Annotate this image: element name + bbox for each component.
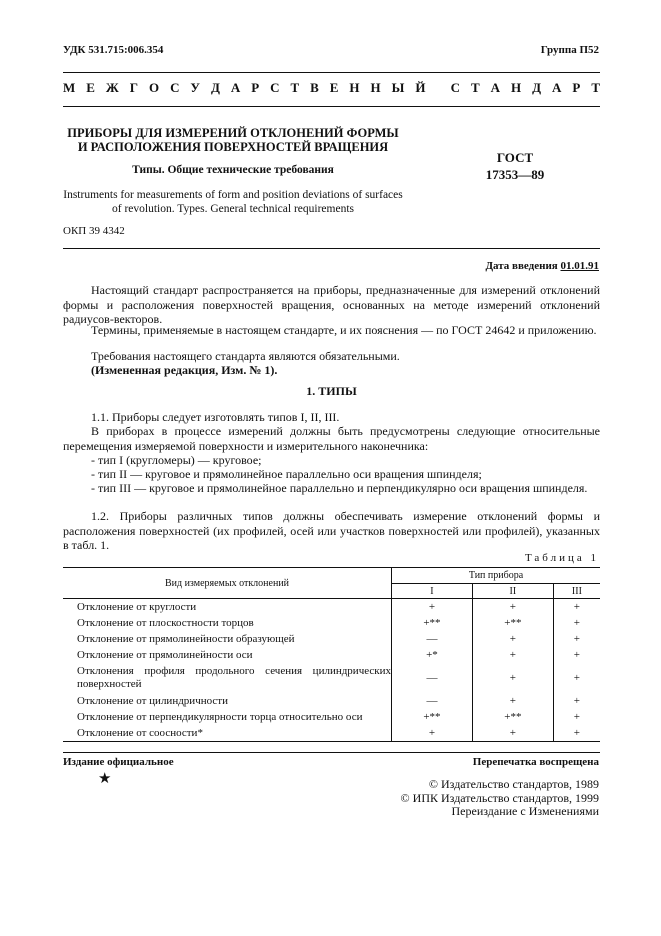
intro-paragraph-2: Термины, применяемые в настоящем стандарте, и их пояснения — по ГОСТ 24642 и приложению. bbox=[91, 323, 597, 337]
footer-rule bbox=[63, 752, 600, 753]
banner-letter: А bbox=[230, 80, 241, 95]
english-title-line-2: of revolution. Types. General technical requirements bbox=[112, 203, 354, 215]
type-1-support: +* bbox=[392, 647, 473, 663]
english-title-line-1: Instruments for measurements of form and position deviations of surfaces bbox=[63, 189, 403, 201]
clause-1-1-text: В приборах в процессе измерений должны быть предусмотрены следующие относительные перемещения измеряемой поверхности и измерительного наконечника: bbox=[63, 424, 600, 453]
banner-letter: Н bbox=[511, 80, 522, 95]
banner-letter: С bbox=[170, 80, 180, 95]
deviation-name: Отклонение от цилиндричности bbox=[77, 695, 228, 707]
type-1-support: — bbox=[392, 693, 473, 709]
type-2-support: + bbox=[472, 631, 553, 647]
deviation-name: Отклонения профиля продольного сечения цилиндрических поверхностей bbox=[77, 665, 391, 690]
type-2-support: + bbox=[472, 647, 553, 663]
top-rule bbox=[63, 72, 600, 73]
section-heading-types: 1. ТИПЫ bbox=[306, 384, 357, 398]
banner-letter: Ы bbox=[391, 80, 405, 95]
banner-letter: Т bbox=[471, 80, 480, 95]
type-3-support: + bbox=[553, 599, 600, 616]
banner-letter: С bbox=[450, 80, 461, 95]
okp-rule bbox=[63, 248, 600, 249]
deviation-name: Отклонение от соосности* bbox=[77, 727, 203, 739]
table-header-type-2: II bbox=[472, 584, 553, 599]
copyright-line-1: © Издательство стандартов, 1989 bbox=[428, 777, 599, 791]
clause-1-2: 1.2. Приборы различных типов должны обеспечивать измерение отклонений формы и расположения поверхностей (их профилей, осей или участков поверхностей или профилей), указанных в табл. 1. bbox=[63, 509, 600, 552]
type-2-support: + bbox=[472, 599, 553, 616]
table-row bbox=[63, 615, 600, 631]
banner-letter: А bbox=[490, 80, 501, 95]
deviation-name: Отклонение от круглости bbox=[77, 601, 197, 613]
table-header-type-1: I bbox=[392, 584, 473, 599]
type-3-support: + bbox=[553, 615, 600, 631]
table-row bbox=[63, 631, 600, 647]
list-item-type-3: - тип III — круговое и прямолинейное параллельно и перпендикулярно оси вращения шпинделя. bbox=[91, 481, 588, 495]
banner-letter: Д bbox=[210, 80, 220, 95]
amendment-note: (Измененная редакция, Изм. № 1). bbox=[91, 363, 278, 377]
banner-letter: С bbox=[270, 80, 280, 95]
banner-letter: Г bbox=[129, 80, 138, 95]
type-2-support: + bbox=[472, 725, 553, 742]
type-1-support: — bbox=[392, 663, 473, 693]
type-1-support: + bbox=[392, 599, 473, 616]
banner-letter: Т bbox=[591, 80, 600, 95]
deviation-name: Отклонение от плоскостности торцов bbox=[77, 617, 254, 629]
banner-rule bbox=[63, 106, 600, 107]
banner-letter: Р bbox=[572, 80, 581, 95]
banner-letter: Й bbox=[415, 80, 426, 95]
document-subtitle: Типы. Общие технические требования bbox=[132, 164, 334, 176]
table-body bbox=[63, 599, 600, 742]
banner-letter: О bbox=[148, 80, 160, 95]
table-row bbox=[63, 709, 600, 725]
deviation-name: Отклонение от прямолинейности образующей bbox=[77, 633, 295, 645]
banner-letter: М bbox=[63, 80, 76, 95]
banner-letter bbox=[436, 80, 439, 96]
banner-letter: Е bbox=[86, 80, 95, 95]
english-title bbox=[63, 188, 403, 216]
list-item-type-1: - тип I (кругломеры) — круговое; bbox=[91, 453, 262, 467]
deviation-types-table bbox=[63, 567, 600, 742]
type-2-support: + bbox=[472, 663, 553, 693]
banner-letter: Н bbox=[370, 80, 381, 95]
banner-letter: Н bbox=[349, 80, 360, 95]
table-caption: Таблица 1 bbox=[524, 552, 599, 564]
table-row bbox=[63, 693, 600, 709]
official-edition: Издание официальное bbox=[63, 756, 174, 768]
type-1-support: +** bbox=[392, 615, 473, 631]
udk-code: УДК 531.715:006.354 bbox=[63, 44, 164, 56]
deviation-name: Отклонение от прямолинейности оси bbox=[77, 649, 253, 661]
table-header-kind: Вид измеряемых отклонений bbox=[63, 568, 392, 599]
star-icon: ★ bbox=[98, 771, 112, 787]
banner-letter: Т bbox=[290, 80, 300, 95]
intro-date-value: 01.01.91 bbox=[560, 260, 599, 272]
gost-number: 17353—89 bbox=[485, 167, 545, 182]
type-2-support: +** bbox=[472, 709, 553, 725]
gost-label: ГОСТ bbox=[496, 150, 534, 165]
table-row bbox=[63, 599, 600, 616]
intro-paragraph-1: Настоящий стандарт распространяется на приборы, предназначенные для измерений отклонений формы и расположения поверхностей вращения, основанных на методе измерений отклонений радиусов-векторов. bbox=[63, 283, 600, 326]
type-2-support: + bbox=[472, 693, 553, 709]
type-1-support: + bbox=[392, 725, 473, 742]
type-3-support: + bbox=[553, 693, 600, 709]
document-title bbox=[63, 126, 403, 154]
banner-letter: А bbox=[552, 80, 562, 95]
title-line-2: И РАСПОЛОЖЕНИЯ ПОВЕРХНОСТЕЙ ВРАЩЕНИЯ bbox=[77, 140, 389, 154]
type-2-support: +** bbox=[472, 615, 553, 631]
copyright-block bbox=[401, 778, 599, 819]
banner-letter: Е bbox=[329, 80, 339, 95]
intro-paragraph-3: Требования настоящего стандарта являются обязательными. bbox=[91, 349, 400, 363]
banner-letter: Р bbox=[251, 80, 260, 95]
type-3-support: + bbox=[553, 725, 600, 742]
deviation-name: Отклонение от перпендикулярности торца относительно оси bbox=[77, 711, 363, 723]
table-row bbox=[63, 725, 600, 742]
type-1-support: +** bbox=[392, 709, 473, 725]
intro-date-label: Дата введения bbox=[485, 260, 558, 272]
table-row bbox=[63, 647, 600, 663]
title-line-1: ПРИБОРЫ ДЛЯ ИЗМЕРЕНИЙ ОТКЛОНЕНИЙ ФОРМЫ bbox=[67, 126, 399, 140]
reissue-note: Переиздание с Изменениями bbox=[451, 804, 599, 818]
banner-letter: У bbox=[190, 80, 200, 95]
type-1-support: — bbox=[392, 631, 473, 647]
interstate-standard-banner bbox=[63, 80, 600, 96]
intro-date bbox=[485, 260, 599, 272]
type-3-support: + bbox=[553, 709, 600, 725]
group-code: Группа П52 bbox=[540, 44, 599, 56]
type-3-support: + bbox=[553, 663, 600, 693]
clause-1-1: 1.1. Приборы следует изготовлять типов I, II, III. bbox=[91, 410, 340, 424]
copyright-line-2: © ИПК Издательство стандартов, 1999 bbox=[400, 790, 599, 805]
table-row bbox=[63, 663, 600, 693]
list-item-type-2: - тип II — круговое и прямолинейное параллельно оси вращения шпинделя; bbox=[91, 467, 482, 481]
table-header-type: Тип прибора bbox=[392, 568, 601, 584]
banner-letter: Ж bbox=[105, 80, 119, 95]
type-3-support: + bbox=[553, 647, 600, 663]
table-header-type-3: III bbox=[553, 584, 600, 599]
banner-letter: Д bbox=[532, 80, 542, 95]
type-3-support: + bbox=[553, 631, 600, 647]
gost-designation bbox=[440, 149, 590, 183]
okp-code: ОКП 39 4342 bbox=[63, 225, 125, 237]
banner-letter: В bbox=[310, 80, 319, 95]
reprint-prohibited: Перепечатка воспрещена bbox=[472, 756, 599, 768]
